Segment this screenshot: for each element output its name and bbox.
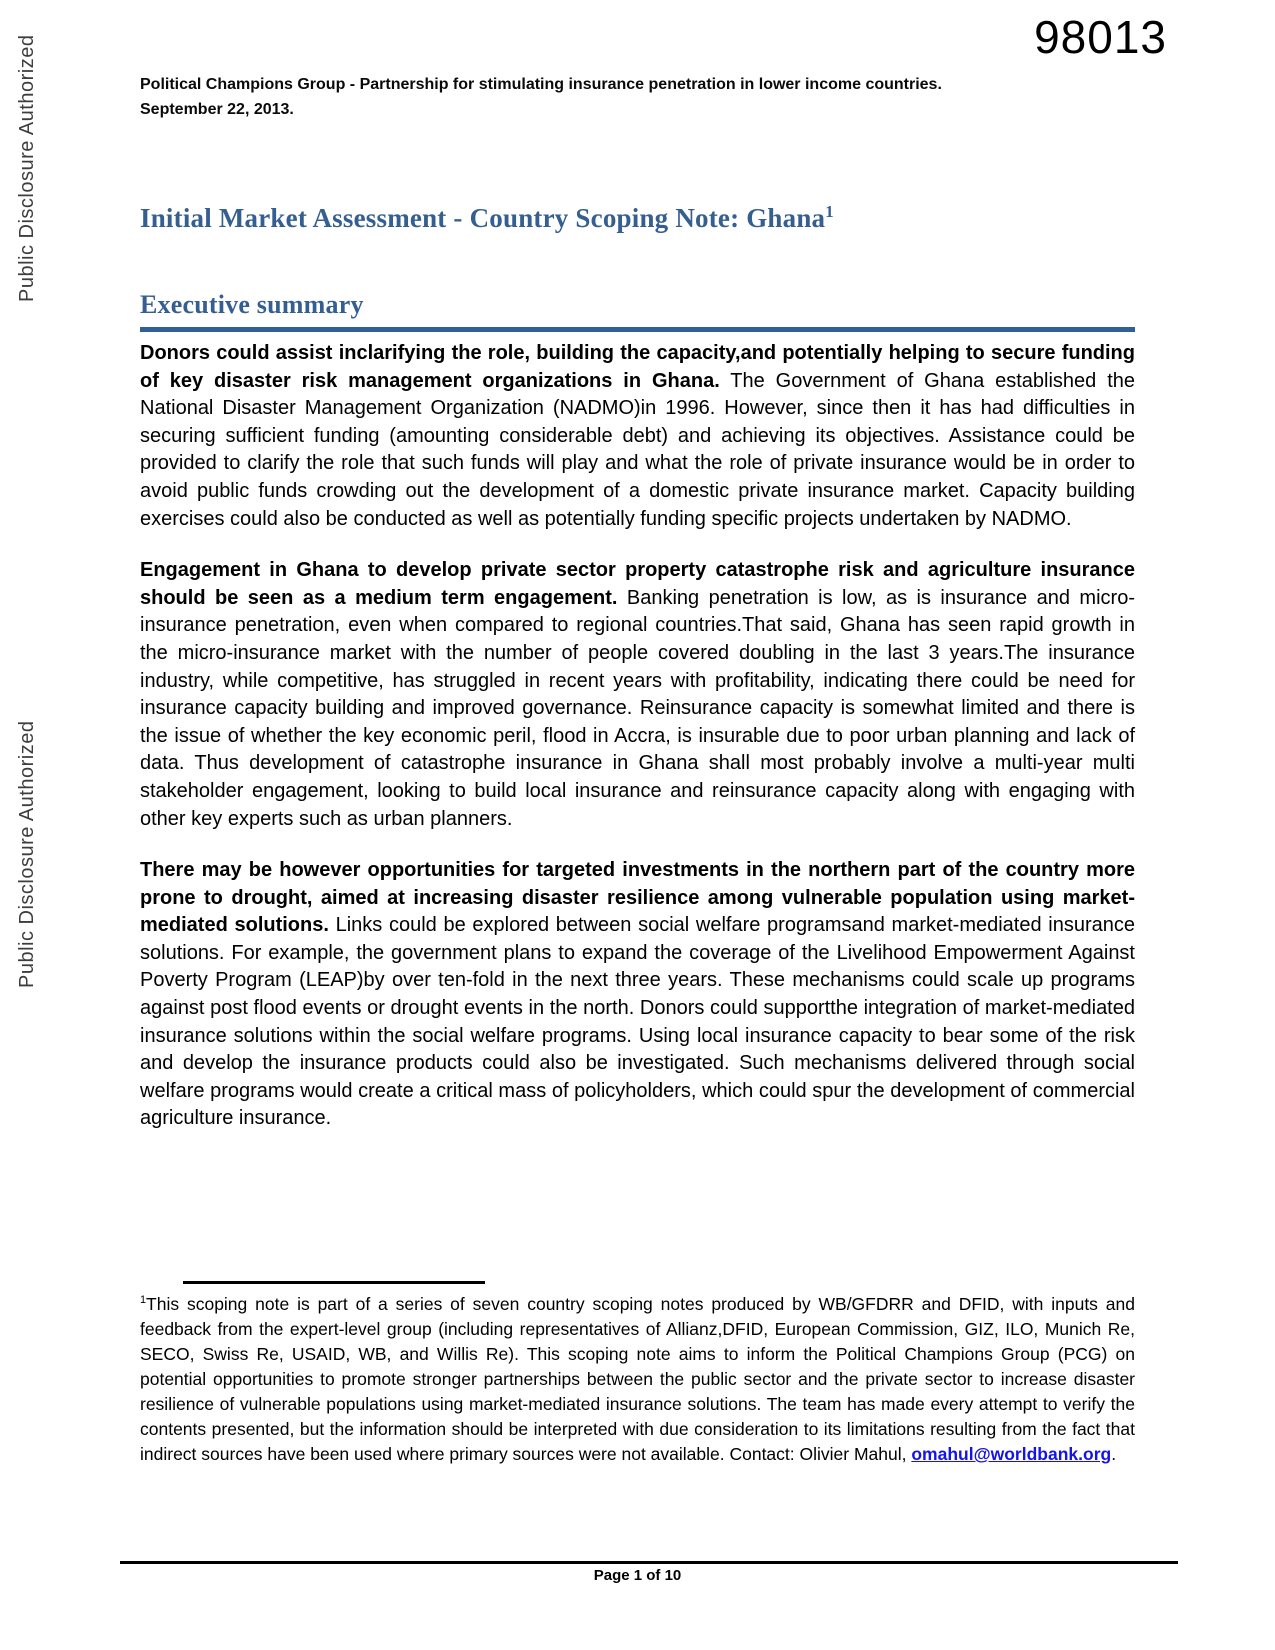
public-disclosure-stamp-middle: Public Disclosure Authorized xyxy=(16,720,38,988)
footnote-text-after-link: . xyxy=(1111,1444,1117,1464)
paragraph-opportunities xyxy=(140,857,1135,1133)
paragraph-body-text: Banking penetration is low, as is insurance and micro-insurance penetration, even when compared to regional countries.That said, Ghana has seen rapid growth in the micro-insurance market with the number of people covered doubling in the last 3 years.The insurance industry, while competitive, has struggled in recent years with profitability, indicating there could be need for insurance capacity building and improved governance. Reinsurance capacity is somewhat limited and there is the issue of whether the key economic peril, flood in Accra, is insurable due to poor urban planning and lack of data. Thus development of catastrophe insurance in Ghana shall most probably involve a multi-year multi stakeholder engagement, looking to build local insurance and reinsurance capacity along with engaging with other key experts such as urban planners. xyxy=(140,586,1135,830)
footnote-marker: 1 xyxy=(140,1294,147,1307)
header-date-line: September 22, 2013. xyxy=(140,101,294,118)
footer-rule xyxy=(120,1561,1178,1564)
paragraph-lead-bold: Donors could assist inclarifying the role, building the capacity,and potentially helping to secure funding of key disaster risk management organizations in Ghana. xyxy=(140,342,1135,392)
public-disclosure-stamp-top: Public Disclosure Authorized xyxy=(16,34,38,302)
section-heading-block xyxy=(140,290,1135,332)
paragraph-body-text: The Government of Ghana established the National Disaster Management Organization (NADMO)in 1996. However, since then it has had difficulties in securing sufficient funding (amounting considerable debt) and achieving its objectives. Assistance could be provided to clarify the role that such funds will play and what the role of private insurance would be in order to avoid public funds crowding out the development of a domestic private insurance market. Capacity building exercises could also be conducted as well as potentially funding specific projects undertaken by NADMO. xyxy=(140,369,1136,530)
paragraph-body-text: Links could be explored between social welfare programsand market-mediated insurance solutions. For example, the government plans to expand the coverage of the Livelihood Empowerment Against Poverty Program (LEAP)by over ten-fold in the next three years. These mechanisms could scale up programs against post flood events or drought events in the north. Donors could supportthe integration of market-mediated insurance solutions within the social welfare programs. Using local insurance capacity to bear some of the risk and develop the insurance products could also be investigated. Such mechanisms delivered through social welfare programs would create a critical mass of policyholders, which could spur the development of commercial agriculture insurance. xyxy=(140,914,1136,1130)
header-org-line: Political Champions Group - Partnership for stimulating insurance penetration in lower income countries. xyxy=(140,76,942,93)
document-title-text: Initial Market Assessment - Country Scoping Note: Ghana xyxy=(140,203,826,233)
paragraph-lead-bold: Engagement in Ghana to develop private sector property catastrophe risk and agriculture insurance should be seen as a medium term engagement. xyxy=(140,559,1135,609)
section-heading-executive-summary: Executive summary xyxy=(140,290,364,319)
document-title xyxy=(140,203,834,234)
document-header xyxy=(140,72,1000,122)
paragraph-engagement xyxy=(140,557,1135,833)
paragraph-lead-bold: There may be however opportunities for targeted investments in the northern part of the country more prone to drought, aimed at increasing disaster resilience among vulnerable population using market-mediated solutions. xyxy=(140,859,1135,937)
body-text xyxy=(140,340,1135,1157)
footnote-email-link[interactable]: omahul@worldbank.org xyxy=(911,1444,1112,1464)
doc-number: 98013 xyxy=(1034,11,1167,63)
title-footnote-ref: 1 xyxy=(825,202,834,221)
footnote-text: This scoping note is part of a series of seven country scoping notes produced by WB/GFDRR and DFID, with inputs and feedback from the expert-level group (including representatives of Allianz,DFID, European Commission, GIZ, ILO, Munich Re, SECO, Swiss Re, USAID, WB, and Willis Re). This scoping note aims to inform the Political Champions Group (PCG) on potential opportunities to promote stronger partnerships between the public sector and the private sector to increase disaster resilience of vulnerable populations using market-mediated insurance solutions. The team has made every attempt to verify the contents presented, but the information should be interpreted with due consideration to its limitations resulting from the fact that indirect sources have been used where primary sources were not available. Contact: Olivier Mahul, xyxy=(140,1294,1135,1464)
footnote xyxy=(140,1292,1135,1467)
footnote-separator xyxy=(183,1281,485,1284)
paragraph-donors xyxy=(140,340,1135,533)
page-number: Page 1 of 10 xyxy=(593,1567,682,1584)
